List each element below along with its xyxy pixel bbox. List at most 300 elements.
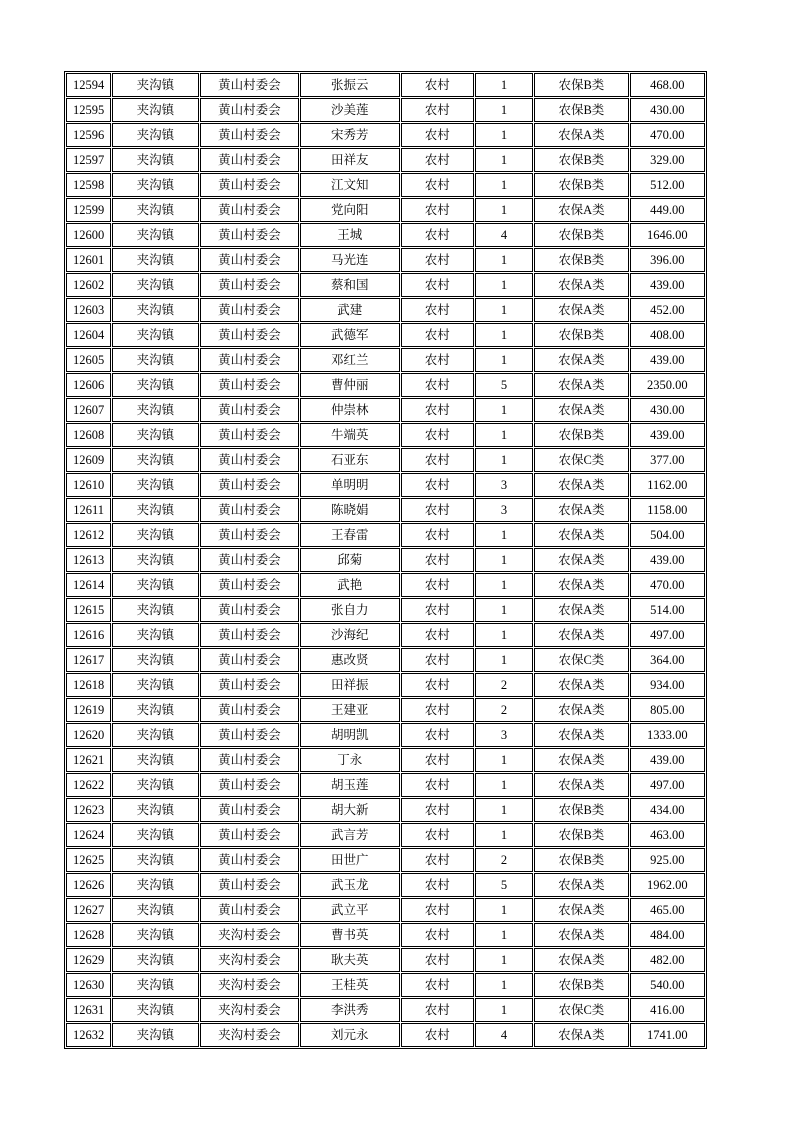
serial-number-cell: 12608 (66, 423, 111, 447)
serial-number-cell: 12610 (66, 473, 111, 497)
household-type-cell: 农村 (401, 598, 474, 622)
amount-cell: 482.00 (630, 948, 705, 972)
person-name-cell: 胡明凯 (300, 723, 399, 747)
person-name-cell: 王城 (300, 223, 399, 247)
serial-number-cell: 12631 (66, 998, 111, 1022)
village-committee-cell: 黄山村委会 (200, 848, 299, 872)
amount-cell: 377.00 (630, 448, 705, 472)
village-committee-cell: 黄山村委会 (200, 873, 299, 897)
insurance-category-cell: 农保B类 (534, 173, 628, 197)
town-cell: 夹沟镇 (112, 948, 198, 972)
village-committee-cell: 黄山村委会 (200, 523, 299, 547)
person-count-cell: 1 (475, 598, 533, 622)
household-type-cell: 农村 (401, 873, 474, 897)
household-type-cell: 农村 (401, 798, 474, 822)
town-cell: 夹沟镇 (112, 923, 198, 947)
insurance-category-cell: 农保A类 (534, 948, 628, 972)
amount-cell: 439.00 (630, 348, 705, 372)
household-type-cell: 农村 (401, 548, 474, 572)
insurance-category-cell: 农保A类 (534, 723, 628, 747)
person-count-cell: 1 (475, 298, 533, 322)
household-type-cell: 农村 (401, 848, 474, 872)
table-row (66, 298, 705, 322)
amount-cell: 934.00 (630, 673, 705, 697)
insurance-category-cell: 农保A类 (534, 523, 628, 547)
serial-number-cell: 12598 (66, 173, 111, 197)
table-row (66, 648, 705, 672)
table-row (66, 573, 705, 597)
serial-number-cell: 12632 (66, 1023, 111, 1047)
village-committee-cell: 夹沟村委会 (200, 923, 299, 947)
person-name-cell: 胡玉莲 (300, 773, 399, 797)
town-cell: 夹沟镇 (112, 448, 198, 472)
person-count-cell: 2 (475, 698, 533, 722)
town-cell: 夹沟镇 (112, 523, 198, 547)
household-type-cell: 农村 (401, 998, 474, 1022)
person-name-cell: 张自力 (300, 598, 399, 622)
person-count-cell: 1 (475, 773, 533, 797)
amount-cell: 512.00 (630, 173, 705, 197)
insurance-category-cell: 农保A类 (534, 473, 628, 497)
person-name-cell: 田祥振 (300, 673, 399, 697)
person-name-cell: 石亚东 (300, 448, 399, 472)
amount-cell: 449.00 (630, 198, 705, 222)
person-name-cell: 江文知 (300, 173, 399, 197)
household-type-cell: 农村 (401, 373, 474, 397)
village-committee-cell: 黄山村委会 (200, 498, 299, 522)
serial-number-cell: 12603 (66, 298, 111, 322)
town-cell: 夹沟镇 (112, 798, 198, 822)
household-type-cell: 农村 (401, 648, 474, 672)
village-committee-cell: 夹沟村委会 (200, 998, 299, 1022)
insurance-category-cell: 农保B类 (534, 423, 628, 447)
person-name-cell: 曹书英 (300, 923, 399, 947)
serial-number-cell: 12597 (66, 148, 111, 172)
person-count-cell: 1 (475, 523, 533, 547)
serial-number-cell: 12614 (66, 573, 111, 597)
table-row (66, 548, 705, 572)
person-name-cell: 武立平 (300, 898, 399, 922)
village-committee-cell: 黄山村委会 (200, 298, 299, 322)
insurance-category-cell: 农保A类 (534, 923, 628, 947)
table-row (66, 498, 705, 522)
table-row (66, 998, 705, 1022)
village-committee-cell: 黄山村委会 (200, 373, 299, 397)
household-type-cell: 农村 (401, 398, 474, 422)
table-row (66, 1023, 705, 1047)
town-cell: 夹沟镇 (112, 723, 198, 747)
amount-cell: 504.00 (630, 523, 705, 547)
person-count-cell: 1 (475, 448, 533, 472)
town-cell: 夹沟镇 (112, 598, 198, 622)
person-count-cell: 1 (475, 198, 533, 222)
serial-number-cell: 12611 (66, 498, 111, 522)
serial-number-cell: 12623 (66, 798, 111, 822)
amount-cell: 465.00 (630, 898, 705, 922)
town-cell: 夹沟镇 (112, 73, 198, 97)
person-count-cell: 1 (475, 973, 533, 997)
amount-cell: 468.00 (630, 73, 705, 97)
person-name-cell: 邓红兰 (300, 348, 399, 372)
table-row (66, 423, 705, 447)
village-committee-cell: 黄山村委会 (200, 423, 299, 447)
person-name-cell: 武建 (300, 298, 399, 322)
insurance-category-cell: 农保A类 (534, 698, 628, 722)
town-cell: 夹沟镇 (112, 273, 198, 297)
village-committee-cell: 黄山村委会 (200, 648, 299, 672)
person-name-cell: 王桂英 (300, 973, 399, 997)
insurance-category-cell: 农保A类 (534, 273, 628, 297)
amount-cell: 329.00 (630, 148, 705, 172)
village-committee-cell: 黄山村委会 (200, 573, 299, 597)
person-count-cell: 1 (475, 923, 533, 947)
person-name-cell: 沙海纪 (300, 623, 399, 647)
person-count-cell: 5 (475, 373, 533, 397)
table-row (66, 698, 705, 722)
town-cell: 夹沟镇 (112, 823, 198, 847)
table-body (66, 73, 705, 1047)
insurance-category-cell: 农保C类 (534, 448, 628, 472)
person-count-cell: 1 (475, 273, 533, 297)
serial-number-cell: 12618 (66, 673, 111, 697)
amount-cell: 452.00 (630, 298, 705, 322)
town-cell: 夹沟镇 (112, 698, 198, 722)
serial-number-cell: 12625 (66, 848, 111, 872)
insurance-category-cell: 农保B类 (534, 73, 628, 97)
household-type-cell: 农村 (401, 173, 474, 197)
serial-number-cell: 12605 (66, 348, 111, 372)
person-name-cell: 武玉龙 (300, 873, 399, 897)
amount-cell: 439.00 (630, 548, 705, 572)
table-row (66, 223, 705, 247)
town-cell: 夹沟镇 (112, 973, 198, 997)
amount-cell: 497.00 (630, 773, 705, 797)
amount-cell: 1162.00 (630, 473, 705, 497)
household-type-cell: 农村 (401, 473, 474, 497)
serial-number-cell: 12612 (66, 523, 111, 547)
village-committee-cell: 黄山村委会 (200, 173, 299, 197)
amount-cell: 470.00 (630, 123, 705, 147)
amount-cell: 1333.00 (630, 723, 705, 747)
person-count-cell: 2 (475, 673, 533, 697)
town-cell: 夹沟镇 (112, 123, 198, 147)
person-name-cell: 党向阳 (300, 198, 399, 222)
insurance-category-cell: 农保A类 (534, 373, 628, 397)
village-committee-cell: 黄山村委会 (200, 698, 299, 722)
amount-cell: 1962.00 (630, 873, 705, 897)
serial-number-cell: 12600 (66, 223, 111, 247)
serial-number-cell: 12621 (66, 748, 111, 772)
town-cell: 夹沟镇 (112, 198, 198, 222)
village-committee-cell: 黄山村委会 (200, 198, 299, 222)
table-row (66, 973, 705, 997)
person-name-cell: 曹仲丽 (300, 373, 399, 397)
person-name-cell: 田祥友 (300, 148, 399, 172)
serial-number-cell: 12599 (66, 198, 111, 222)
household-type-cell: 农村 (401, 248, 474, 272)
person-name-cell: 陈晓娟 (300, 498, 399, 522)
household-type-cell: 农村 (401, 73, 474, 97)
insurance-category-cell: 农保A类 (534, 398, 628, 422)
insurance-category-cell: 农保A类 (534, 898, 628, 922)
amount-cell: 2350.00 (630, 373, 705, 397)
person-count-cell: 1 (475, 548, 533, 572)
person-name-cell: 田世广 (300, 848, 399, 872)
amount-cell: 396.00 (630, 248, 705, 272)
town-cell: 夹沟镇 (112, 398, 198, 422)
household-type-cell: 农村 (401, 673, 474, 697)
household-type-cell: 农村 (401, 323, 474, 347)
insurance-category-cell: 农保B类 (534, 848, 628, 872)
person-count-cell: 1 (475, 123, 533, 147)
beneficiary-table (64, 71, 707, 1049)
village-committee-cell: 黄山村委会 (200, 823, 299, 847)
person-count-cell: 4 (475, 223, 533, 247)
table-row (66, 873, 705, 897)
serial-number-cell: 12595 (66, 98, 111, 122)
town-cell: 夹沟镇 (112, 548, 198, 572)
household-type-cell: 农村 (401, 823, 474, 847)
amount-cell: 540.00 (630, 973, 705, 997)
village-committee-cell: 黄山村委会 (200, 673, 299, 697)
amount-cell: 1158.00 (630, 498, 705, 522)
person-count-cell: 1 (475, 748, 533, 772)
table-row (66, 948, 705, 972)
village-committee-cell: 黄山村委会 (200, 73, 299, 97)
table-row (66, 173, 705, 197)
person-count-cell: 1 (475, 423, 533, 447)
household-type-cell: 农村 (401, 198, 474, 222)
town-cell: 夹沟镇 (112, 673, 198, 697)
serial-number-cell: 12624 (66, 823, 111, 847)
person-count-cell: 1 (475, 348, 533, 372)
person-count-cell: 3 (475, 498, 533, 522)
amount-cell: 439.00 (630, 748, 705, 772)
insurance-category-cell: 农保B类 (534, 323, 628, 347)
insurance-category-cell: 农保A类 (534, 623, 628, 647)
insurance-category-cell: 农保A类 (534, 198, 628, 222)
person-name-cell: 胡大新 (300, 798, 399, 822)
person-count-cell: 2 (475, 848, 533, 872)
village-committee-cell: 黄山村委会 (200, 123, 299, 147)
serial-number-cell: 12617 (66, 648, 111, 672)
table-row (66, 123, 705, 147)
person-name-cell: 王春雷 (300, 523, 399, 547)
insurance-category-cell: 农保A类 (534, 773, 628, 797)
serial-number-cell: 12613 (66, 548, 111, 572)
insurance-category-cell: 农保A类 (534, 573, 628, 597)
town-cell: 夹沟镇 (112, 298, 198, 322)
town-cell: 夹沟镇 (112, 323, 198, 347)
village-committee-cell: 黄山村委会 (200, 773, 299, 797)
person-name-cell: 单明明 (300, 473, 399, 497)
amount-cell: 434.00 (630, 798, 705, 822)
amount-cell: 514.00 (630, 598, 705, 622)
person-count-cell: 1 (475, 323, 533, 347)
town-cell: 夹沟镇 (112, 498, 198, 522)
town-cell: 夹沟镇 (112, 773, 198, 797)
amount-cell: 925.00 (630, 848, 705, 872)
serial-number-cell: 12615 (66, 598, 111, 622)
village-committee-cell: 黄山村委会 (200, 723, 299, 747)
town-cell: 夹沟镇 (112, 873, 198, 897)
household-type-cell: 农村 (401, 123, 474, 147)
household-type-cell: 农村 (401, 973, 474, 997)
person-count-cell: 1 (475, 998, 533, 1022)
household-type-cell: 农村 (401, 698, 474, 722)
town-cell: 夹沟镇 (112, 623, 198, 647)
person-name-cell: 李洪秀 (300, 998, 399, 1022)
amount-cell: 470.00 (630, 573, 705, 597)
village-committee-cell: 黄山村委会 (200, 548, 299, 572)
person-count-cell: 1 (475, 173, 533, 197)
table-row (66, 748, 705, 772)
person-count-cell: 5 (475, 873, 533, 897)
household-type-cell: 农村 (401, 748, 474, 772)
amount-cell: 1741.00 (630, 1023, 705, 1047)
person-name-cell: 张振云 (300, 73, 399, 97)
town-cell: 夹沟镇 (112, 173, 198, 197)
village-committee-cell: 黄山村委会 (200, 473, 299, 497)
insurance-category-cell: 农保A类 (534, 498, 628, 522)
village-committee-cell: 黄山村委会 (200, 448, 299, 472)
insurance-category-cell: 农保B类 (534, 148, 628, 172)
amount-cell: 430.00 (630, 98, 705, 122)
person-name-cell: 马光连 (300, 248, 399, 272)
household-type-cell: 农村 (401, 448, 474, 472)
town-cell: 夹沟镇 (112, 373, 198, 397)
person-name-cell: 王建亚 (300, 698, 399, 722)
household-type-cell: 农村 (401, 98, 474, 122)
village-committee-cell: 黄山村委会 (200, 323, 299, 347)
town-cell: 夹沟镇 (112, 223, 198, 247)
village-committee-cell: 黄山村委会 (200, 223, 299, 247)
table-row (66, 623, 705, 647)
serial-number-cell: 12616 (66, 623, 111, 647)
village-committee-cell: 夹沟村委会 (200, 973, 299, 997)
table-row (66, 673, 705, 697)
table-row (66, 848, 705, 872)
insurance-category-cell: 农保B类 (534, 98, 628, 122)
amount-cell: 484.00 (630, 923, 705, 947)
table-row (66, 273, 705, 297)
amount-cell: 463.00 (630, 823, 705, 847)
serial-number-cell: 12609 (66, 448, 111, 472)
insurance-category-cell: 农保B类 (534, 798, 628, 822)
household-type-cell: 农村 (401, 573, 474, 597)
household-type-cell: 农村 (401, 348, 474, 372)
table-row (66, 523, 705, 547)
serial-number-cell: 12602 (66, 273, 111, 297)
serial-number-cell: 12622 (66, 773, 111, 797)
insurance-category-cell: 农保C类 (534, 648, 628, 672)
person-count-cell: 1 (475, 148, 533, 172)
table-row (66, 773, 705, 797)
person-name-cell: 邱菊 (300, 548, 399, 572)
table-row (66, 473, 705, 497)
household-type-cell: 农村 (401, 223, 474, 247)
serial-number-cell: 12626 (66, 873, 111, 897)
household-type-cell: 农村 (401, 623, 474, 647)
town-cell: 夹沟镇 (112, 748, 198, 772)
insurance-category-cell: 农保A类 (534, 873, 628, 897)
insurance-category-cell: 农保A类 (534, 748, 628, 772)
person-name-cell: 刘元永 (300, 1023, 399, 1047)
household-type-cell: 农村 (401, 723, 474, 747)
town-cell: 夹沟镇 (112, 148, 198, 172)
household-type-cell: 农村 (401, 923, 474, 947)
amount-cell: 416.00 (630, 998, 705, 1022)
village-committee-cell: 黄山村委会 (200, 598, 299, 622)
household-type-cell: 农村 (401, 898, 474, 922)
village-committee-cell: 夹沟村委会 (200, 948, 299, 972)
amount-cell: 430.00 (630, 398, 705, 422)
table-row (66, 398, 705, 422)
person-name-cell: 牛端英 (300, 423, 399, 447)
town-cell: 夹沟镇 (112, 348, 198, 372)
table-row (66, 198, 705, 222)
town-cell: 夹沟镇 (112, 98, 198, 122)
village-committee-cell: 夹沟村委会 (200, 1023, 299, 1047)
person-count-cell: 1 (475, 248, 533, 272)
household-type-cell: 农村 (401, 423, 474, 447)
amount-cell: 1646.00 (630, 223, 705, 247)
serial-number-cell: 12629 (66, 948, 111, 972)
person-count-cell: 1 (475, 898, 533, 922)
insurance-category-cell: 农保A类 (534, 673, 628, 697)
town-cell: 夹沟镇 (112, 1023, 198, 1047)
village-committee-cell: 黄山村委会 (200, 348, 299, 372)
person-name-cell: 惠改贤 (300, 648, 399, 672)
town-cell: 夹沟镇 (112, 848, 198, 872)
insurance-category-cell: 农保A类 (534, 1023, 628, 1047)
village-committee-cell: 黄山村委会 (200, 398, 299, 422)
table-row (66, 248, 705, 272)
insurance-category-cell: 农保A类 (534, 123, 628, 147)
person-count-cell: 1 (475, 398, 533, 422)
serial-number-cell: 12620 (66, 723, 111, 747)
person-count-cell: 4 (475, 1023, 533, 1047)
town-cell: 夹沟镇 (112, 248, 198, 272)
town-cell: 夹沟镇 (112, 898, 198, 922)
household-type-cell: 农村 (401, 948, 474, 972)
person-count-cell: 3 (475, 473, 533, 497)
serial-number-cell: 12596 (66, 123, 111, 147)
serial-number-cell: 12627 (66, 898, 111, 922)
serial-number-cell: 12607 (66, 398, 111, 422)
household-type-cell: 农村 (401, 773, 474, 797)
person-name-cell: 武艳 (300, 573, 399, 597)
person-name-cell: 丁永 (300, 748, 399, 772)
person-count-cell: 1 (475, 948, 533, 972)
insurance-category-cell: 农保C类 (534, 998, 628, 1022)
insurance-category-cell: 农保B类 (534, 248, 628, 272)
amount-cell: 408.00 (630, 323, 705, 347)
village-committee-cell: 黄山村委会 (200, 148, 299, 172)
village-committee-cell: 黄山村委会 (200, 798, 299, 822)
table-row (66, 348, 705, 372)
person-name-cell: 沙美莲 (300, 98, 399, 122)
person-count-cell: 1 (475, 73, 533, 97)
serial-number-cell: 12619 (66, 698, 111, 722)
person-name-cell: 武言芳 (300, 823, 399, 847)
town-cell: 夹沟镇 (112, 473, 198, 497)
town-cell: 夹沟镇 (112, 648, 198, 672)
insurance-category-cell: 农保B类 (534, 973, 628, 997)
table-row (66, 823, 705, 847)
village-committee-cell: 黄山村委会 (200, 273, 299, 297)
table-row (66, 323, 705, 347)
